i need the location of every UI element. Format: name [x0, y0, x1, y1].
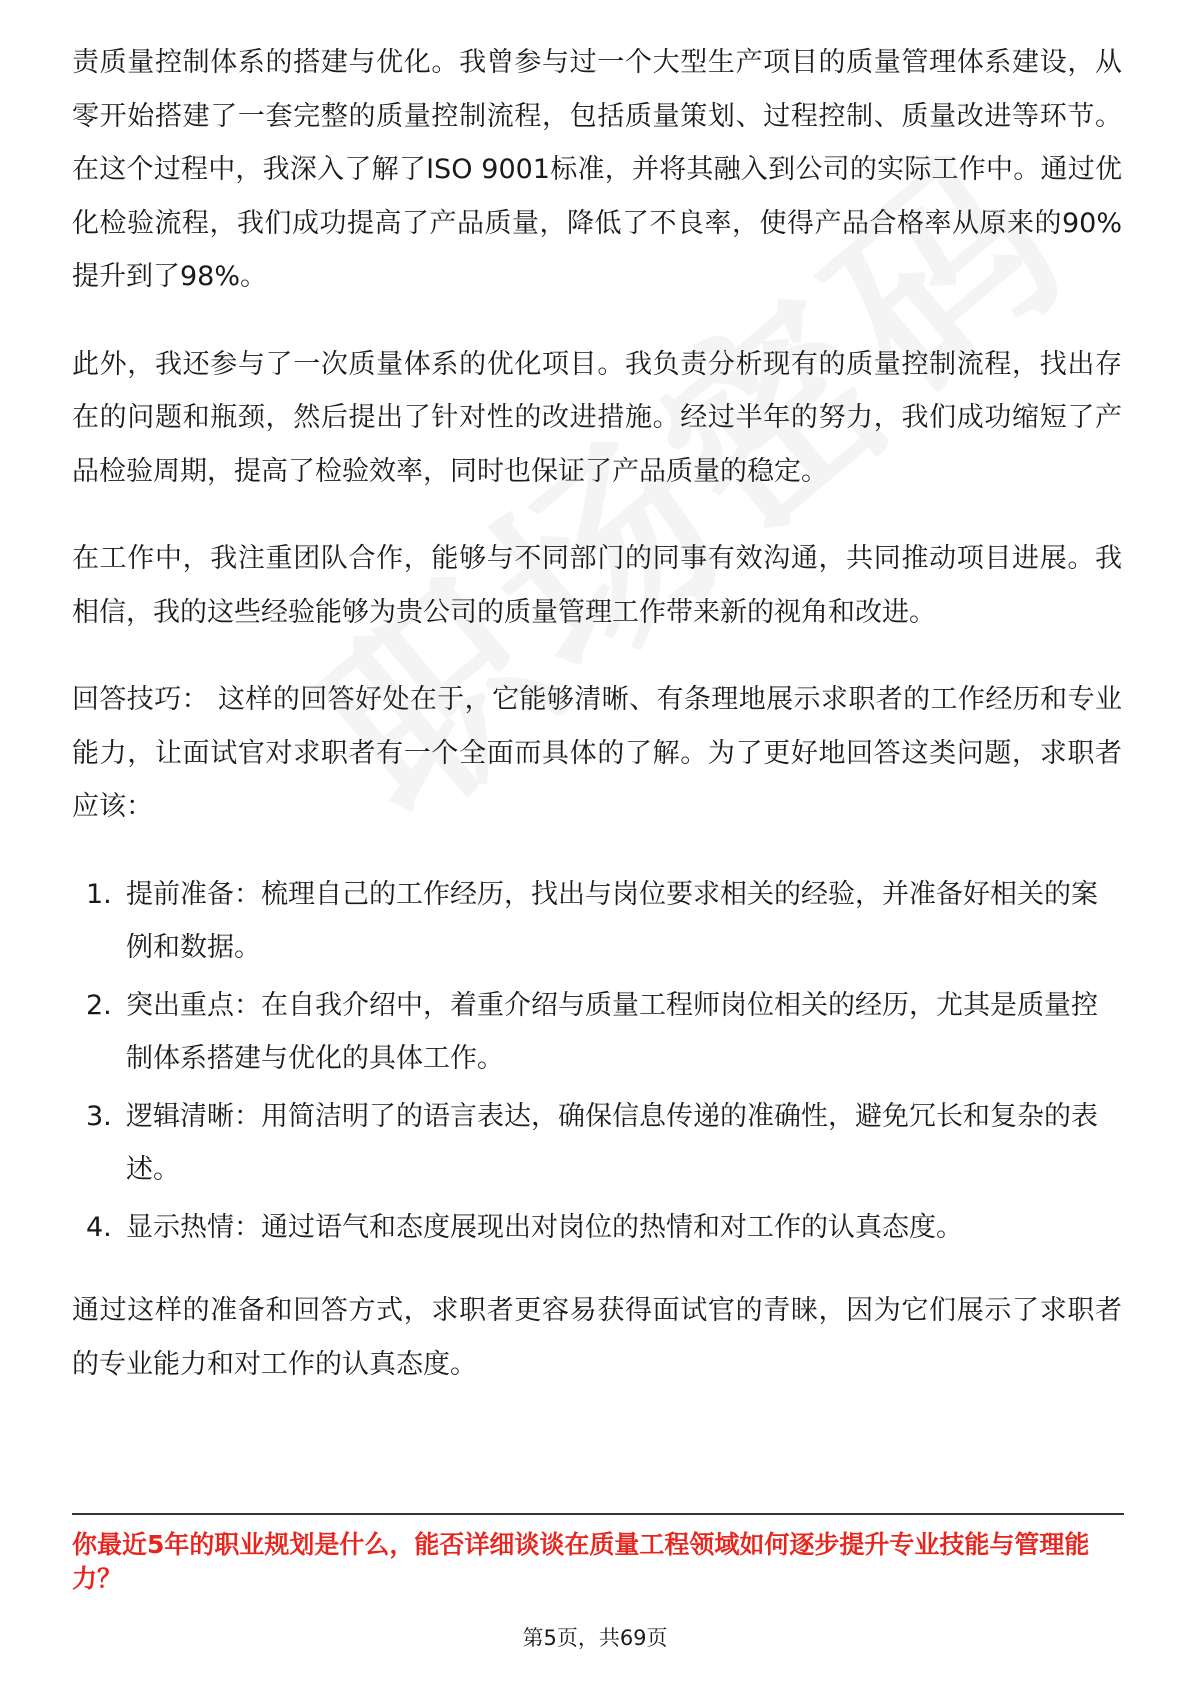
next-question-heading: 你最近5年的职业规划是什么，能否详细谈谈在质量工程领域如何逐步提升专业技能与管理能力？ — [72, 1530, 1090, 1593]
document-body — [72, 36, 1122, 1425]
list-item — [72, 868, 1122, 975]
list-item — [72, 1201, 1122, 1255]
paragraph: 此外，我还参与了一次质量体系的优化项目。我负责分析现有的质量控制流程，找出存在的问题和瓶颈，然后提出了针对性的改进措施。经过半年的努力，我们成功缩短了产品检验周期，提高了检验效率，同时也保证了产品质量的稳定。 — [72, 348, 1122, 487]
list-number: 3. — [86, 1100, 112, 1132]
paragraph: 在工作中，我注重团队合作，能够与不同部门的同事有效沟通，共同推动项目进展。我相信，我的这些经验能够为贵公司的质量管理工作带来新的视角和改进。 — [72, 543, 1122, 628]
list-item-text: 突出重点：在自我介绍中，着重介绍与质量工程师岗位相关的经历，尤其是质量控制体系搭建与优化的具体工作。 — [126, 989, 1098, 1074]
section-divider — [72, 1513, 1124, 1515]
tips-list — [72, 868, 1122, 1255]
list-item-text: 提前准备：梳理自己的工作经历，找出与岗位要求相关的经验，并准备好相关的案例和数据。 — [126, 878, 1098, 963]
list-number: 4. — [86, 1211, 112, 1243]
paragraph: 责质量控制体系的搭建与优化。我曾参与过一个大型生产项目的质量管理体系建设，从零开始搭建了一套完整的质量控制流程，包括质量策划、过程控制、质量改进等环节。在这个过程中，我深入了解了ISO 9001标准，并将其融入到公司的实际工作中。通过优化检验流程，我们成功提高了产品质量，降低了不良率，使得产品合格率从原来的90%提升到了98%。 — [72, 47, 1122, 292]
list-item — [72, 1090, 1122, 1197]
list-number: 1. — [86, 878, 112, 910]
page-number: 第5页，共69页 — [522, 1626, 668, 1650]
list-item — [72, 979, 1122, 1086]
answer-tips-intro: 回答技巧： 这样的回答好处在于，它能够清晰、有条理地展示求职者的工作经历和专业能力，让面试官对求职者有一个全面而具体的了解。为了更好地回答这类问题，求职者应该： — [72, 684, 1122, 822]
list-item-text: 逻辑清晰：用简洁明了的语言表达，确保信息传递的准确性，避免冗长和复杂的表述。 — [126, 1100, 1098, 1185]
closing-paragraph: 通过这样的准备和回答方式，求职者更容易获得面试官的青睐，因为它们展示了求职者的专业能力和对工作的认真态度。 — [72, 1295, 1122, 1380]
list-number: 2. — [86, 989, 112, 1021]
list-item-text: 显示热情：通过语气和态度展现出对岗位的热情和对工作的认真态度。 — [126, 1211, 963, 1243]
